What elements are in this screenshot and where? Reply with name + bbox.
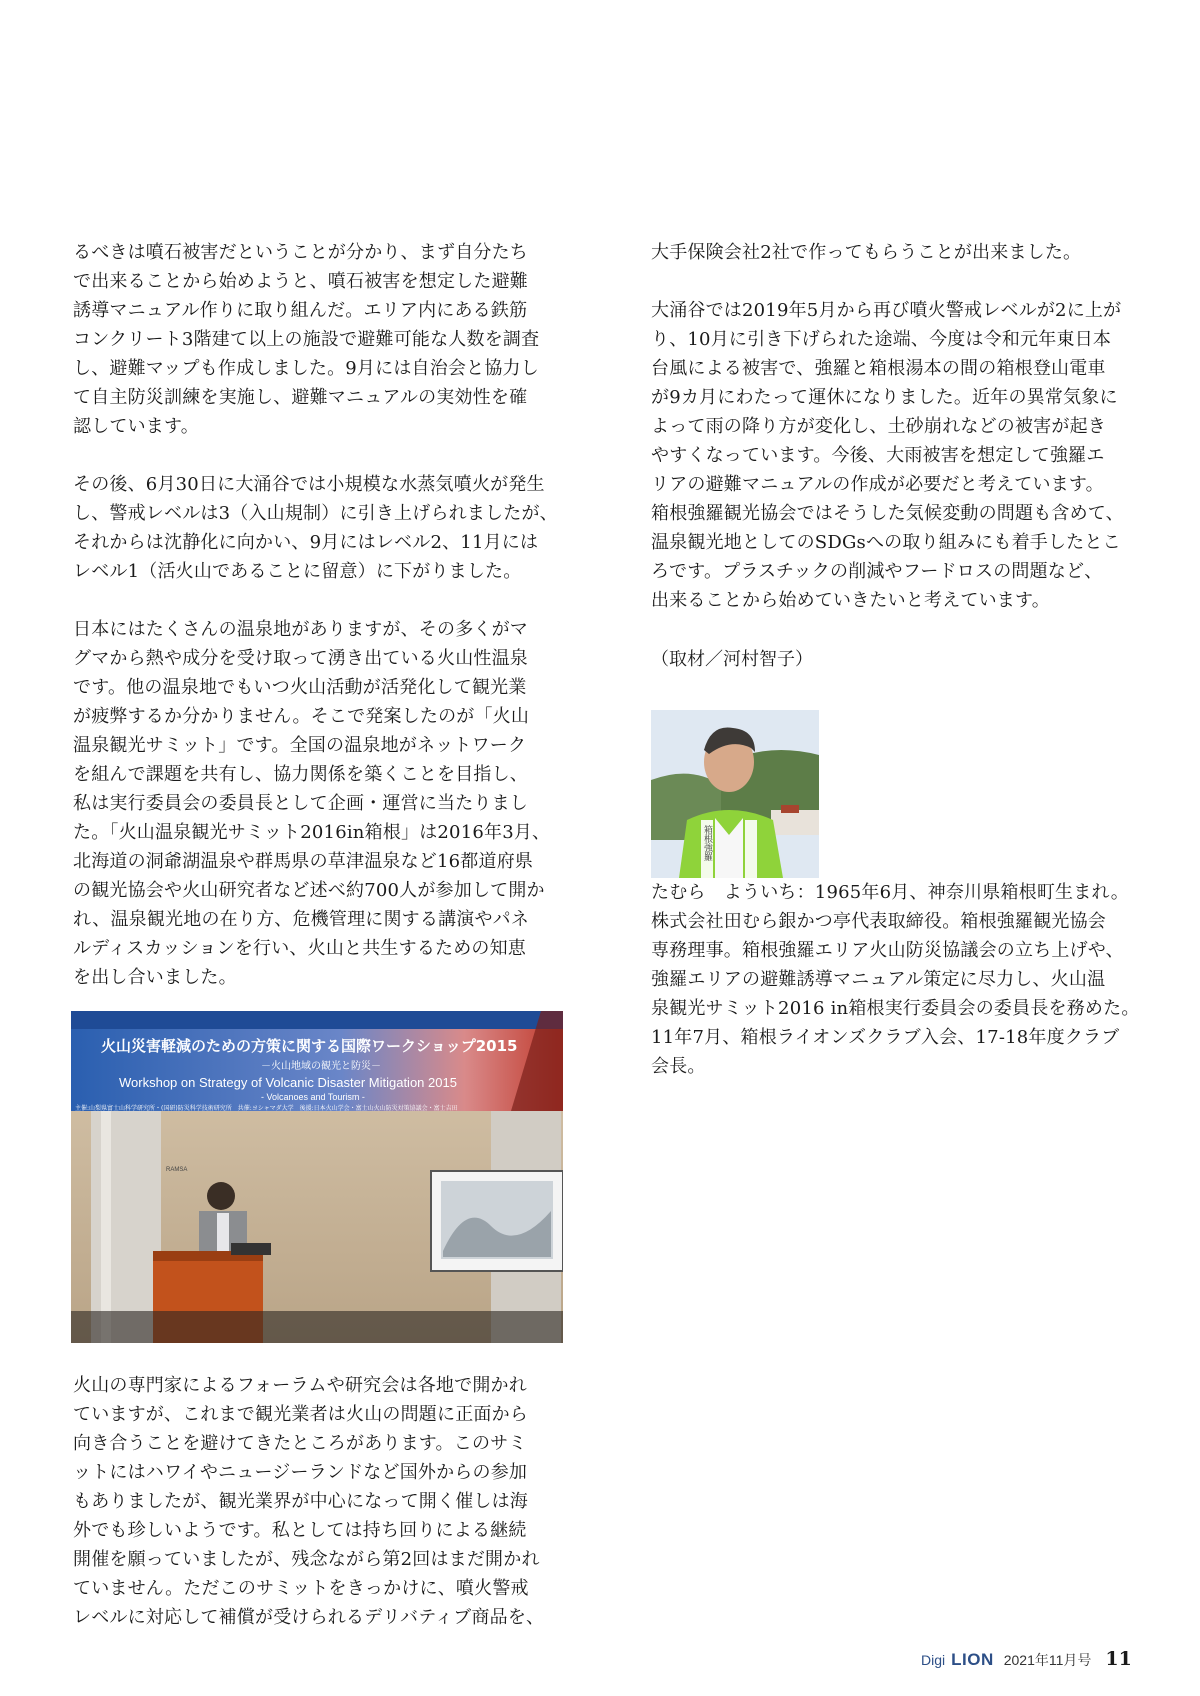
bio-text: たむら よういち：1965年6月、神奈川県箱根町生まれ。 株式会社田むら銀かつ亭代表取締役。箱根強羅観光協会 専務理事。箱根強羅エリア火山防災協議会の立ち上げや、 強羅エリアの避難誘導マニュアル策定に尽力し、火山温 泉観光サミット2016 in箱根実行委員会の委員長を務めた。 11年7月、箱根ライオンズクラブ入会、17-18年度クラブ 会長。 xyxy=(651,882,1140,1077)
footer-lion-logo: LION xyxy=(951,1650,994,1669)
paragraph: その後、6月30日に大涌谷では小規模な水蒸気噴火が発生 し、警戒レベルは3（入山規制）に引き上げられましたが、 それからは沈静化に向かい、9月にはレベル2、11月には レベル1（活火山であることに留意）に下がりました。 xyxy=(73,474,558,582)
paragraph: 日本にはたくさんの温泉地がありますが、その多くがマ グマから熱や成分を受け取って湧き出ている火山性温泉 です。他の温泉地でもいつ火山活動が活発化して観光業 が疲弊するか分かりません。そこで発案したのが「火山 温泉観光サミット」です。全国の温泉地がネットワーク を組んで課題を共有し、協力関係を築くことを目指し、 私は実行委員会の委員長として企画・運営に当たりまし た。「火山温泉観光サミット2016in箱根」は2016年3月、 北海道の洞爺湖温泉や群馬県の草津温泉など16都道府県 の観光協会や火山研究者など述べ約700人が参加して開か れ、温泉観光地の在り方、危機管理に関する講演やパネ ルディスカッションを行い、火山と共生するための知恵 を出し合いました。 xyxy=(73,619,551,988)
banner-subtitle-jp: －火山地域の観光と防災－ xyxy=(261,1061,381,1072)
paragraph: 大手保険会社2社で作ってもらうことが出来ました。 xyxy=(651,242,1082,263)
portrait-photo xyxy=(651,710,819,878)
happi-text: 箱根強羅 xyxy=(702,825,712,861)
podium-brand: RAMSA xyxy=(166,1167,188,1173)
footer-issue: 2021年11月号 xyxy=(1003,1652,1092,1668)
banner-title-en: Workshop on Strategy of Volcanic Disaster Mitigation 2015 xyxy=(119,1075,457,1090)
left-column-lower xyxy=(73,1371,573,1632)
left-column xyxy=(73,238,573,992)
paragraph: るべきは噴石被害だということが分かり、まず自分たち で出来ることから始めようと、噴石被害を想定した避難 誘導マニュアル作りに取り組んだ。エリア内にある鉄筋 コンクリート3階建て以上の施設で避難可能な人数を調査 し、避難マップも作成しました。9月には自治会と協力し て自主防災訓練を実施し、避難マニュアルの実効性を確 認しています。 xyxy=(73,242,540,437)
banner-subtitle-en: - Volcanoes and Tourism - xyxy=(261,1092,365,1102)
conference-photo xyxy=(71,1011,563,1343)
right-column xyxy=(651,238,1151,615)
banner-title-jp: 火山災害軽減のための方策に関する国際ワークショップ2015 xyxy=(101,1037,518,1055)
interview-credit: （取材／河村智子） xyxy=(651,649,813,670)
author-bio xyxy=(651,878,1161,1081)
page-number: 11 xyxy=(1105,1648,1132,1670)
banner-organizers: 主催:山梨県富士山科学研究所・(国研)防災科学技術研究所 共催:ヨシャマダ大学 後援:日本火山学会・富士山火山防災対策協議会・富士吉田 xyxy=(75,1105,458,1112)
page-footer xyxy=(921,1648,1132,1674)
paragraph: 大涌谷では2019年5月から再び噴火警戒レベルが2に上が り、10月に引き下げられた途端、今度は令和元年東日本 台風による被害で、強羅と箱根湯本の間の箱根登山電車 が9カ月にわたって運休になりました。近年の異常気象に よって雨の降り方が変化し、土砂崩れなどの被害が起き やすくなっています。今後、大雨被害を想定して強羅エ リアの避難マニュアルの作成が必要だと考えています。 箱根強羅観光協会ではそうした気候変動の問題も含めて、 温泉観光地としてのSDGsへの取り組みにも着手したとこ ろです。プラスチックの削減やフードロスの問題など、 出来ることから始めていきたいと考えています。 xyxy=(651,300,1124,611)
paragraph: 火山の専門家によるフォーラムや研究会は各地で開かれ ていますが、これまで観光業者は火山の問題に正面から 向き合うことを避けてきたところがあります。このサミ ットにはハワイやニュージーランドなど国外からの参加 もありましたが、観光業界が中心になって開く催しは海 外でも珍しいようです。私としては持ち回りによる継続 開催を願っていましたが、残念ながら第2回はまだ開かれ ていません。ただこのサミットをきっかけに、噴火警戒 レベルに対応して補償が受けられるデリバティブ商品を、 xyxy=(73,1375,545,1628)
footer-digi: Digi xyxy=(921,1652,946,1668)
